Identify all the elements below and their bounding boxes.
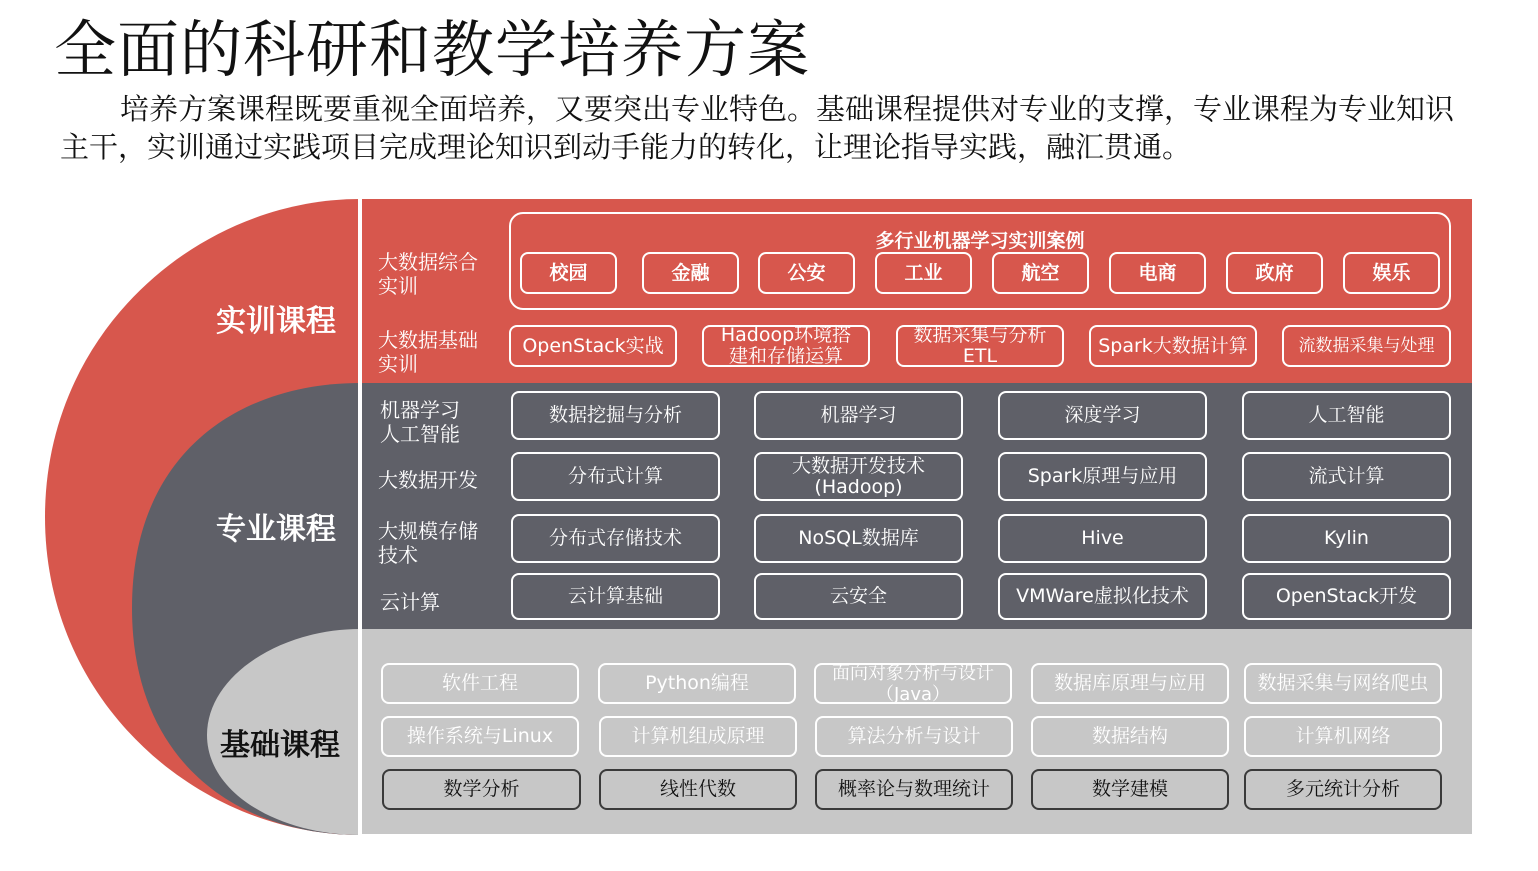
tier-label-training: 实训课程: [216, 304, 336, 339]
course-vmware: VMWare虚拟化技术: [998, 573, 1207, 620]
row-label-bigdata-basic-training: 大数据基础实训: [378, 328, 478, 376]
course-math-modeling: 数学建模: [1031, 769, 1229, 810]
tier-label-professional: 专业课程: [216, 512, 336, 547]
case-police: 公安: [758, 252, 855, 294]
course-software-engineering: 软件工程: [381, 663, 579, 704]
case-industry: 工业: [875, 252, 972, 294]
row-label-bigdata-dev: 大数据开发: [378, 468, 478, 492]
tier-divider: [358, 199, 361, 835]
course-ooad-java: 面向对象分析与设计（Java）: [814, 663, 1012, 704]
course-database: 数据库原理与应用: [1031, 663, 1229, 704]
course-data-structures: 数据结构: [1031, 716, 1229, 757]
course-python: Python编程: [598, 663, 796, 704]
page-description: 培养方案课程既要重视全面培养，又要突出专业特色。基础课程提供对专业的支撑，专业课程为专业知识主干，实训通过实践项目完成理论知识到动手能力的转化，让理论指导实践，融汇贯通。: [60, 92, 1455, 164]
course-deep-learning: 深度学习: [998, 391, 1207, 440]
course-openstack-dev: OpenStack开发: [1242, 573, 1451, 620]
case-government: 政府: [1226, 252, 1323, 294]
course-spark-computing: Spark大数据计算: [1089, 325, 1257, 367]
course-cloud-basics: 云计算基础: [511, 573, 720, 620]
course-spark-principles: Spark原理与应用: [998, 452, 1207, 501]
case-finance: 金融: [642, 252, 739, 294]
course-ai: 人工智能: [1242, 391, 1451, 440]
course-os-linux: 操作系统与Linux: [381, 716, 579, 757]
course-web-crawler: 数据采集与网络爬虫: [1244, 663, 1442, 704]
course-data-mining: 数据挖掘与分析: [511, 391, 720, 440]
row-label-storage: 大规模存储技术: [378, 519, 478, 567]
case-entertainment: 娱乐: [1343, 252, 1440, 294]
row-label-bigdata-comprehensive: 大数据综合实训: [378, 250, 478, 298]
case-campus: 校园: [520, 252, 617, 294]
course-hadoop-setup: Hadoop环境搭建和存储运算: [702, 325, 870, 367]
course-algorithms: 算法分析与设计: [815, 716, 1013, 757]
case-ecommerce: 电商: [1109, 252, 1206, 294]
course-computer-networks: 计算机网络: [1244, 716, 1442, 757]
course-kylin: Kylin: [1242, 514, 1451, 563]
industry-case-title: 多行业机器学习实训案例: [875, 230, 1085, 252]
course-multivariate-statistics: 多元统计分析: [1244, 769, 1442, 810]
row-label-ml-ai: 机器学习人工智能: [380, 398, 460, 446]
course-probability-statistics: 概率论与数理统计: [815, 769, 1013, 810]
course-computer-organization: 计算机组成原理: [599, 716, 797, 757]
course-openstack-practice: OpenStack实战: [509, 325, 677, 367]
course-distributed-storage: 分布式存储技术: [511, 514, 720, 563]
course-hive: Hive: [998, 514, 1207, 563]
course-machine-learning: 机器学习: [754, 391, 963, 440]
course-stream-computing: 流式计算: [1242, 452, 1451, 501]
course-data-etl: 数据采集与分析ETL: [896, 325, 1064, 367]
course-math-analysis: 数学分析: [382, 769, 581, 810]
course-bigdata-dev-hadoop: 大数据开发技术(Hadoop): [754, 452, 963, 501]
course-cloud-security: 云安全: [754, 573, 963, 620]
row-label-cloud: 云计算: [380, 590, 440, 614]
case-aviation: 航空: [992, 252, 1089, 294]
course-linear-algebra: 线性代数: [599, 769, 797, 810]
course-distributed-computing: 分布式计算: [511, 452, 720, 501]
course-stream-data: 流数据采集与处理: [1282, 325, 1451, 367]
page-title: 全面的科研和教学培养方案: [54, 13, 811, 86]
course-nosql: NoSQL数据库: [754, 514, 963, 563]
tier-label-foundation: 基础课程: [220, 728, 340, 763]
